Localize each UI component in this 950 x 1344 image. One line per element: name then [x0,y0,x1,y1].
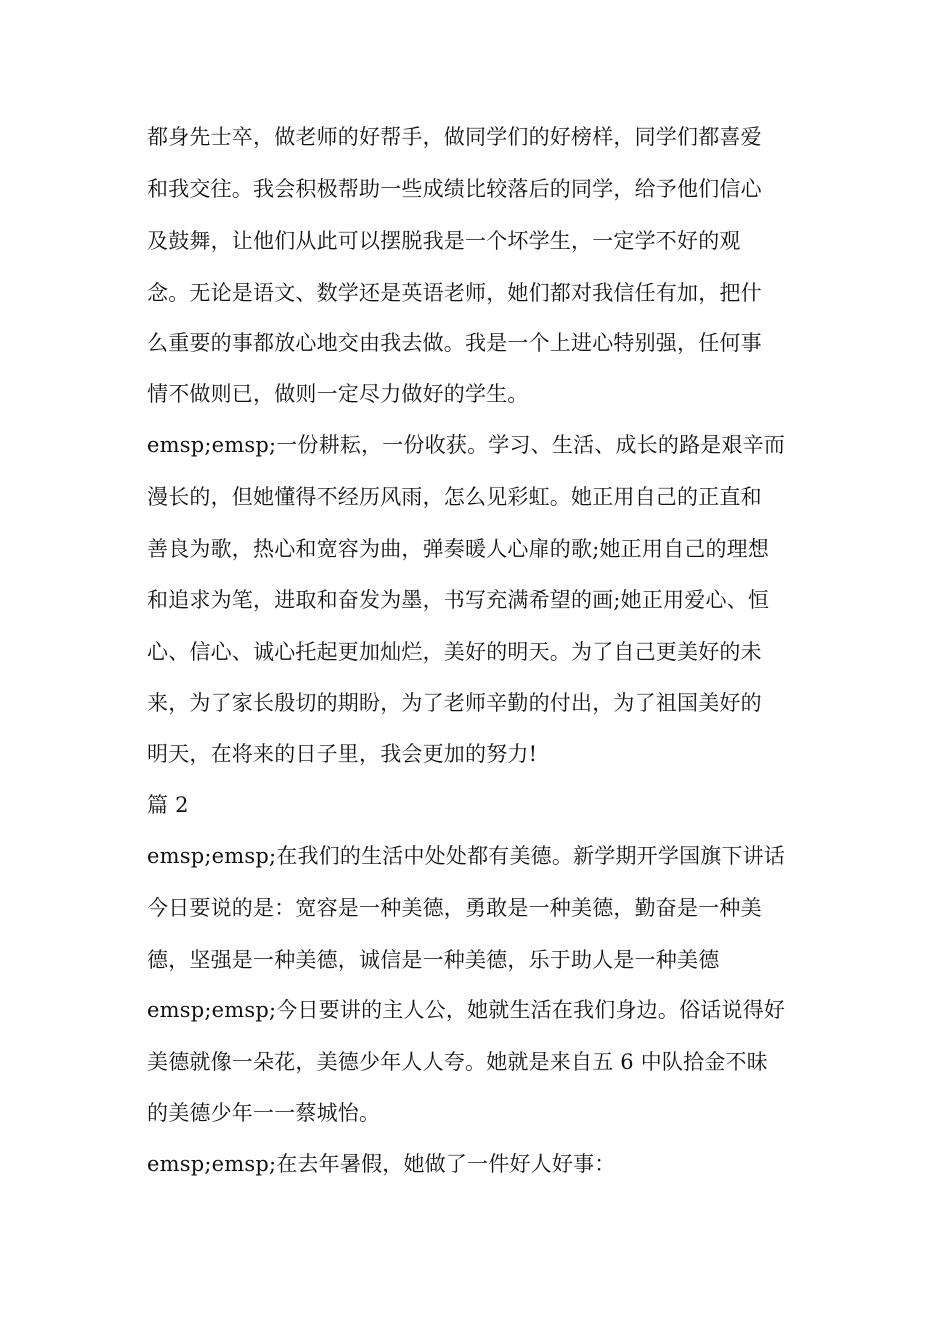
text-line-18: emsp;emsp;今日要讲的主人公，她就生活在我们身边。俗话说得好 [147,998,786,1022]
text-line-1: 都身先士卒，做老师的好帮手，做同学们的好榜样，同学们都喜爱 [147,125,762,149]
text-line-5: 么重要的事都放心地交由我去做。我是一个上进心特别强，任何事 [147,331,762,355]
text-line-12: 来，为了家长殷切的期盼，为了老师辛勤的付出，为了祖国美好的 [147,691,762,715]
text-line-8: 漫长的，但她懂得不经历风雨，怎么见彩虹。她正用自己的正直和 [147,485,762,509]
text-line-7: emsp;emsp;一份耕耘，一份收获。学习、生活、成长的路是艰辛而 [147,433,786,457]
text-line-10: 和追求为笔，进取和奋发为墨，书写充满希望的画;她正用爱心、恒 [147,588,770,612]
text-line-17: 德，坚强是一种美德，诚信是一种美德，乐于助人是一种美德 [147,948,720,972]
text-line-20: 的美德少年一一蔡城怡。 [147,1101,381,1125]
text-line-15: emsp;emsp;在我们的生活中处处都有美德。新学期开学国旗下讲话 [147,844,786,868]
text-line-9: 善良为歌，热心和宽容为曲，弹奏暖人心扉的歌;她正用自己的理想 [147,537,770,561]
text-line-4: 念。无论是语文、数学还是英语老师，她们都对我信任有加，把什 [147,281,762,305]
text-line-21: emsp;emsp;在去年暑假，她做了一件好人好事： [147,1152,616,1176]
section-heading: 篇 2 [147,793,189,817]
text-line-11: 心、信心、诚心托起更加灿烂，美好的明天。为了自己更美好的未 [147,640,762,664]
text-line-16: 今日要说的是：宽容是一种美德，勇敢是一种美德，勤奋是一种美 [147,896,762,920]
text-line-19: 美德就像一朵花，美德少年人人夸。她就是来自五 6 中队拾金不昧 [147,1050,768,1074]
text-line-2: 和我交往。我会积极帮助一些成绩比较落后的同学，给予他们信心 [147,177,762,201]
text-line-3: 及鼓舞，让他们从此可以摆脱我是一个坏学生，一定学不好的观 [147,229,741,253]
text-line-13: 明天，在将来的日子里，我会更加的努力! [147,742,538,766]
text-line-6: 情不做则已，做则一定尽力做好的学生。 [147,382,529,406]
